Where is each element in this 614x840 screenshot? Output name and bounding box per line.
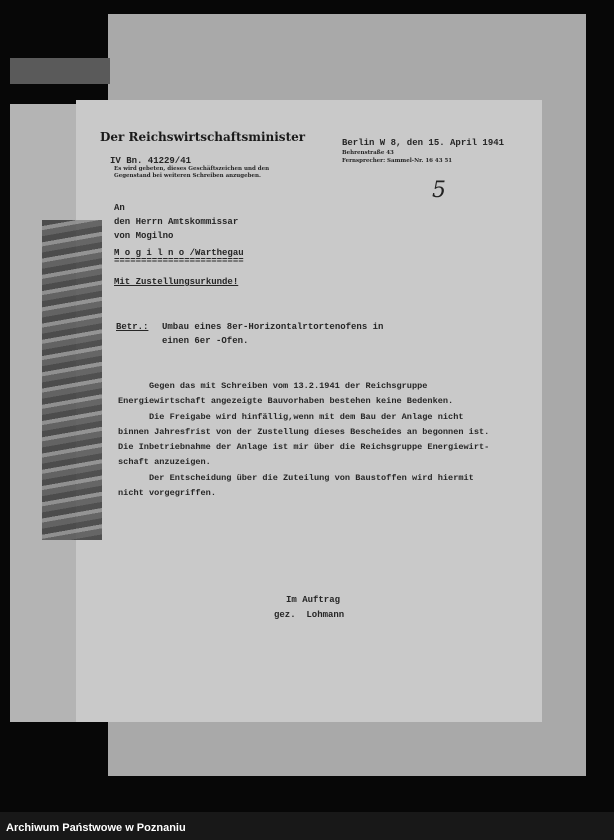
place-date: Berlin W 8, den 15. April 1941 bbox=[342, 138, 505, 148]
subject-label: Betr.: bbox=[116, 322, 149, 332]
signature-name: gez. Lohmann bbox=[274, 610, 345, 620]
page-number: 5 bbox=[432, 178, 446, 203]
reference-note: Es wird gebeten, dieses Geschäftszeichen und den bbox=[114, 166, 270, 172]
address-rule: ======================== bbox=[114, 256, 244, 266]
reference: IV Bn. 41229/41 bbox=[110, 156, 192, 166]
reference-note: Gegenstand bei weiteren Schreiben anzugeben. bbox=[114, 173, 261, 179]
address-line: von Mogilno bbox=[114, 231, 174, 241]
body bbox=[118, 379, 489, 501]
binder-clip bbox=[42, 220, 102, 540]
body-line: Die Inbetriebnahme der Anlage ist mir über die Reichsgruppe Energiewirt- bbox=[118, 442, 490, 453]
body-line: schaft anzuzeigen. bbox=[118, 457, 211, 468]
body-line: Gegen das mit Schreiben vom 13.2.1941 der Reichsgruppe bbox=[118, 381, 428, 391]
subject: einen 6er -Ofen. bbox=[162, 336, 249, 346]
archive-footer: Archiwum Państwowe w Poznaniu bbox=[0, 812, 614, 840]
street: Behrenstraße 43 bbox=[342, 150, 394, 156]
back-page-edge bbox=[10, 58, 110, 84]
delivery-note: Mit Zustellungsurkunde! bbox=[114, 277, 239, 287]
subject: Umbau eines 8er-Horizontalrtortenofens in bbox=[162, 322, 384, 332]
body-line: binnen Jahresfrist von der Zustellung dieses Bescheides an begonnen ist. bbox=[118, 426, 490, 437]
signature-line: Im Auftrag bbox=[286, 595, 341, 605]
body-line: nicht vorgegriffen. bbox=[118, 488, 216, 499]
body-line: Die Freigabe wird hinfällig,wenn mit dem Bau der Anlage nicht bbox=[118, 411, 464, 422]
body-line: Energiewirtschaft angezeigte Bauvorhaben bestehen keine Bedenken. bbox=[118, 396, 454, 407]
phone: Fernsprecher: Sammel-Nr. 16 43 51 bbox=[342, 158, 453, 164]
body-line: Der Entscheidung über die Zuteilung von Baustoffen wird hiermit bbox=[118, 472, 474, 483]
address-line: M o g i l n o /Warthegau bbox=[114, 248, 244, 258]
letter bbox=[76, 100, 542, 722]
address-line: den Herrn Amtskommissar bbox=[114, 217, 239, 227]
address-line: An bbox=[114, 203, 125, 213]
sender: Der Reichswirtschaftsminister bbox=[100, 130, 306, 144]
